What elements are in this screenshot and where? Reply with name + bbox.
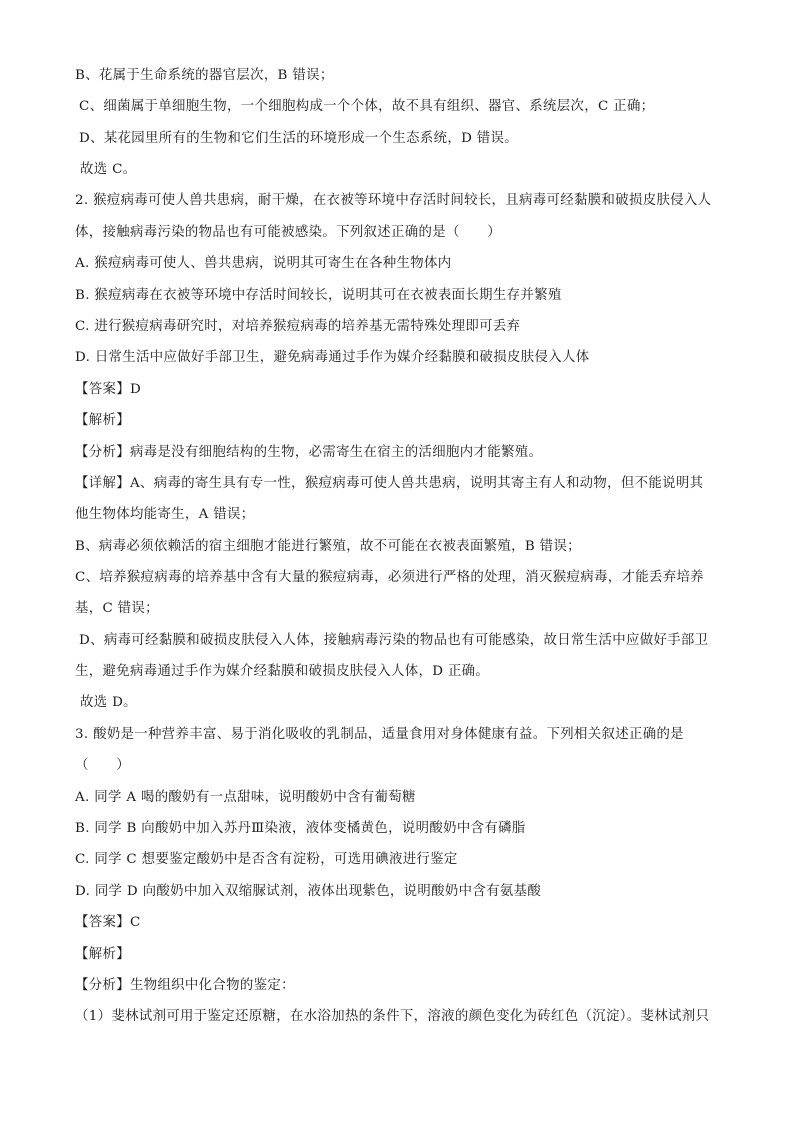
question-2-detail-line-7: 生，避免病毒通过手作为媒介经黏膜和破损皮肤侵入人体，D 正确。 <box>75 664 490 679</box>
text-line-2: C、细菌属于单细胞生物，一个细胞构成一个个体，故不具有组织、器官、系统层次，C 正确； <box>79 99 655 114</box>
question-3-stem-line-2: （ ） <box>75 758 130 773</box>
question-2-detail-line-3: B、病毒必须依赖活的宿主细胞才能进行繁殖，故不可能在衣被表面繁殖，B 错误； <box>75 539 581 554</box>
question-2-stem-line-1: 2. 猴痘病毒可使人兽共患病，耐干燥，在衣被等环境中存活时间较长，且病毒可经黏膜和破损皮肤侵入人 <box>75 193 712 208</box>
question-2-option-b: B. 猴痘病毒在衣被等环境中存活时间较长，说明其可在衣被表面长期生存并繁殖 <box>75 288 562 303</box>
question-2-detail-line-1: 【详解】A、病毒的寄生具有专一性，猴痘病毒可使人兽共患病，说明其寄主有人和动物，但不能说明其 <box>75 476 704 491</box>
question-3-analysis-point-1: （1）斐林试剂可用于鉴定还原糖，在水浴加热的条件下，溶液的颜色变化为砖红色（沉淀）。斐林试剂只 <box>75 1009 710 1024</box>
question-2-conclusion: 故选 D。 <box>80 695 137 710</box>
question-2-option-d: D. 日常生活中应做好手部卫生，避免病毒通过手作为媒介经黏膜和破损皮肤侵入人体 <box>75 350 590 365</box>
question-2-analysis-heading: 【解析】 <box>75 413 130 428</box>
question-3-option-a: A. 同学 A 喝的酸奶有一点甜味，说明酸奶中含有葡萄糖 <box>75 790 416 805</box>
question-3-answer: 【答案】C <box>75 915 141 930</box>
text-line-3: D、某花园里所有的生物和它们生活的环境形成一个生态系统，D 错误。 <box>79 131 518 146</box>
question-3-analysis-heading: 【解析】 <box>75 947 130 962</box>
question-3-option-d: D. 同学 D 向酸奶中加入双缩脲试剂，液体出现紫色，说明酸奶中含有氨基酸 <box>75 884 542 899</box>
question-2-stem-line-2: 体，接触病毒污染的物品也有可能被感染。下列叙述正确的是（ ） <box>75 225 501 240</box>
text-line-1: B、花属于生命系统的器官层次，B 错误； <box>75 68 334 83</box>
text-line-4: 故选 C。 <box>80 162 137 177</box>
question-3-option-c: C. 同学 C 想要鉴定酸奶中是否含有淀粉，可选用碘液进行鉴定 <box>75 852 458 867</box>
question-2-detail-line-4: C、培养猴痘病毒的培养基中含有大量的猴痘病毒，必须进行严格的处理，消灭猴痘病毒，才能丢弃培养 <box>75 570 704 585</box>
question-2-answer: 【答案】D <box>75 382 142 397</box>
question-2-detail-line-5: 基，C 错误； <box>75 601 159 616</box>
question-3-analysis: 【分析】生物组织中化合物的鉴定： <box>75 978 295 993</box>
question-2-option-c: C. 进行猴痘病毒研究时，对培养猴痘病毒的培养基无需特殊处理即可丢弃 <box>75 319 521 334</box>
question-3-stem-line-1: 3. 酸奶是一种营养丰富、易于消化吸收的乳制品，适量食用对身体健康有益。下列相关叙述正确的是 <box>75 727 684 742</box>
question-2-detail-line-6: D、病毒可经黏膜和破损皮肤侵入人体，接触病毒污染的物品也有可能感染，故日常生活中应做好手部卫 <box>79 633 709 648</box>
question-3-option-b: B. 同学 B 向酸奶中加入苏丹Ⅲ染液，液体变橘黄色，说明酸奶中含有磷脂 <box>75 821 526 836</box>
question-2-analysis: 【分析】病毒是没有细胞结构的生物，必需寄生在宿主的活细胞内才能繁殖。 <box>75 445 543 460</box>
question-2-option-a: A. 猴痘病毒可使人、兽共患病，说明其可寄生在各种生物体内 <box>75 256 452 271</box>
question-2-detail-line-2: 他生物体均能寄生，A 错误； <box>75 507 255 522</box>
